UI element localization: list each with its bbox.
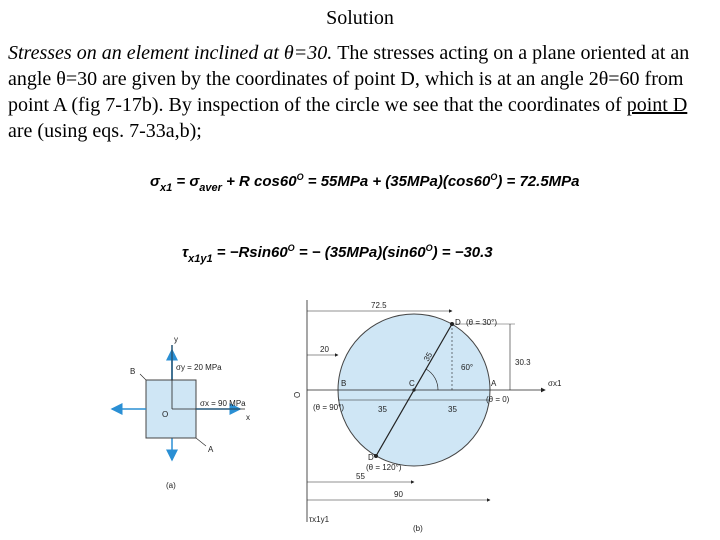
- eq1-rest-1: = 55MPa + (35MPa)(cos60: [303, 173, 491, 190]
- eq1-rest-2: ) = 72.5MPa: [497, 173, 580, 190]
- eq1-lhs-subscript: x1: [159, 182, 173, 194]
- fig-b-point-b: B: [341, 379, 347, 388]
- point-b-leader: [140, 374, 146, 380]
- fig-b-point-a: A: [491, 379, 497, 388]
- eq1-r-cos: + R cos60: [221, 173, 297, 190]
- fig-b-dim-35-right: 35: [448, 405, 457, 414]
- fig-b-radius-label: 35: [421, 350, 435, 363]
- fig-a-sigma-x: σx = 90 MPa: [200, 399, 246, 408]
- eq2-rest-2: ) = −30.3: [432, 244, 493, 261]
- eq2-lhs-symbol: τ: [182, 244, 189, 261]
- point-d-underlined: point D: [626, 94, 688, 116]
- fig-b-dim-90: 90: [394, 490, 403, 499]
- eq2-lhs-subscript: x1y1: [188, 253, 213, 265]
- eq2-degree-2: O: [425, 243, 433, 253]
- fig-b-d-theta: (θ = 30°): [466, 318, 497, 327]
- fig-a-y-label: y: [174, 335, 178, 344]
- fig-a-origin: O: [162, 410, 169, 419]
- paragraph-text-2: are (using eqs. 7-33a,b);: [8, 120, 202, 142]
- eq1-equals: =: [176, 173, 190, 190]
- fig-b-a-theta: (θ = 0): [486, 395, 510, 404]
- eq1-avg-subscript: aver: [199, 182, 222, 194]
- point-a-leader: [196, 438, 206, 446]
- figure-a-element: [112, 335, 250, 490]
- eq1-degree-1: O: [296, 172, 304, 182]
- paragraph-italic-lead: Stresses on an element inclined at θ=30.: [8, 42, 333, 64]
- fig-b-dim-35-left: 35: [378, 405, 387, 414]
- fig-a-point-a: A: [208, 445, 214, 454]
- fig-b-angle-60: 60°: [461, 363, 474, 372]
- fig-b-dprime-theta: (θ = 120°): [366, 463, 402, 472]
- paragraph-text-1: The stresses acting on a plane oriented at an angle θ=30 are given by the coordinates of point D, which is at an angle 2θ=60 from point A (fig 7-17b). By inspection of the circle we see that the coordinates of: [8, 42, 690, 116]
- fig-b-b-theta: (θ = 90°): [313, 403, 344, 412]
- eq2-rest-1: = − (35MPa)(sin60: [294, 244, 426, 261]
- fig-b-point-dprime: D′: [368, 453, 376, 462]
- center-c-dot: [412, 388, 415, 391]
- fig-b-point-d: D: [455, 318, 461, 327]
- fig-b-dim-303: 30.3: [515, 358, 531, 367]
- fig-b-dim-55: 55: [356, 472, 365, 481]
- fig-b-sigma-axis-label: σx1: [548, 379, 562, 388]
- eq1-avg-symbol: σ: [189, 173, 200, 190]
- eq2-degree-1: O: [287, 243, 295, 253]
- fig-b-dim-20: 20: [320, 345, 329, 354]
- eq1-lhs-symbol: σ: [150, 173, 160, 190]
- figure-b-mohr-circle: [293, 300, 562, 533]
- fig-b-origin: O: [293, 391, 302, 398]
- solution-title: Solution: [326, 7, 394, 29]
- fig-b-dim-725: 72.5: [371, 301, 387, 310]
- eq2-r-sin: = −Rsin60: [212, 244, 288, 261]
- eq1-degree-2: O: [490, 172, 498, 182]
- fig-b-tau-axis-label: τx1y1: [309, 515, 330, 524]
- fig-a-x-label: x: [246, 413, 250, 422]
- fig-a-caption: (a): [166, 481, 176, 490]
- fig-a-point-b: B: [130, 367, 136, 376]
- fig-b-point-c: C: [409, 379, 415, 388]
- fig-a-sigma-y: σy = 20 MPa: [176, 363, 222, 372]
- fig-b-caption: (b): [413, 524, 423, 533]
